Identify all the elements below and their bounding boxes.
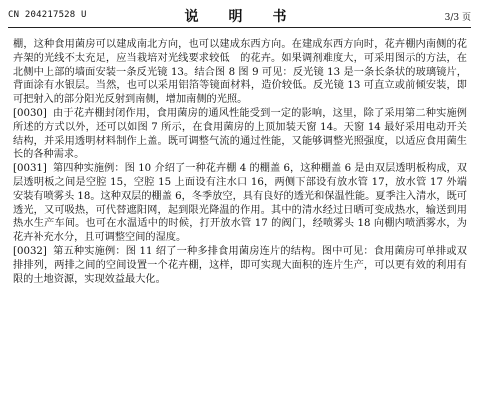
paragraph-0032 [13,245,467,286]
paragraph-0030 [13,107,467,162]
paragraph-0031 [13,162,467,245]
paragraph-number: [0031] [13,163,47,175]
paragraph-text: 棚，这种食用菌房可以建成南北方向，也可以建成东西方向。在建成东西方向时，花卉棚内南侧的花卉架的光线不太充足，应当栽培对光线要求较低 的花卉。如果调剂难度大，可采用图示的方法，在北侧中上部的墙面安装一条反光镜 13。结合图 8 图 9 可见：反光镜 13 是一条长条状的玻璃镜片，背面涂有水银层。当然，也可以采用铝箔等镜面材料，造价较低。反光镜 13 可直立或前倾安装，即可把射入的部分阳光反射到南侧，增加南侧的光照。 [13,39,467,106]
header-rule [8,27,471,28]
paragraph-continuation [13,38,467,107]
paragraph-number: [0030] [13,107,47,119]
paragraph-number: [0032] [13,245,47,257]
page-header [8,6,471,26]
publication-number: CN 204217528 U [8,10,87,20]
document-body [13,38,467,286]
page-number: 3/3 页 [444,13,471,23]
document-title: 说 明 书 [184,9,295,25]
paragraph-text: 第四种实施例：图 10 介绍了一种花卉棚 4 的棚盖 6，这种棚盖 6 是由双层透明板构成，双层透明板之间是空腔 15，空腔 15 上面设有注水口 16，两侧下部设有放水管 17，放水管 17 外端安装有喷雾头 18。这种双层的棚盖 6，冬季放空，具有良好的透光和保温性能。夏季注入清水，既可透光，又可吸热，可代替遮阳网，起到限光降温的作用。其中的清水经过日晒可变成热水，输送到用热水生产车间。也可在水温适中的时候，打开放水管 17 的阀门，经喷雾头 18 向棚内喷洒雾水，为花卉补充水分，且可调整空间的湿度。 [13,163,467,244]
paragraph-text: 由于花卉棚封闭作用，食用菌房的通风性能受到一定的影响，这里，除了采用第二种实施例所述的方式以外，还可以如图 7 所示，在食用菌房的上顶加装天窗 14。天窗 14 最好采用电动开关结构，并采用透明材料制作上盖。既可调整气流的通过性能，又能够调整光照强度，以适应食用菌生长的各种需求。 [13,107,467,161]
paragraph-text: 第五种实施例：图 11 绍了一种多排食用菌房连片的结构。图中可见：食用菌房可单排或双排排列，两排之间的空间设置一个花卉棚，这样，即可实现大面积的连片生产，可以更有效的利用有限的土地资源，实现效益最大化。 [13,245,467,285]
